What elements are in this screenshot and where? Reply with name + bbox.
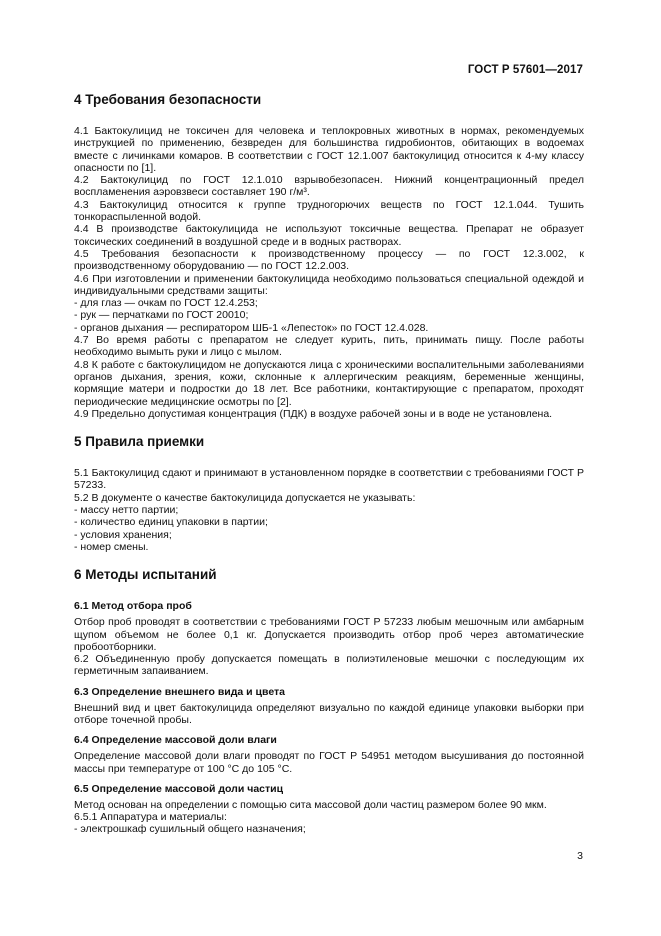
paragraph: 4.2 Бактокулицид по ГОСТ 12.1.010 взрывобезопасен. Нижний концентрационный предел воспламенения аэровзвеси составляет 190 г/м³. <box>74 174 584 199</box>
list-item: - массу нетто партии; <box>74 504 179 517</box>
paragraph: 4.9 Предельно допустимая концентрация (ПДК) в воздухе рабочей зоны и в воде не установлена. <box>74 407 553 420</box>
paragraph: 6.2 Объединенную пробу допускается помещать в полиэтиленовые мешочки с последующим их герметичным запаиванием. <box>74 653 584 678</box>
paragraph: Метод основан на определении с помощью сита массовой доли частиц размером более 90 мкм. <box>74 798 547 811</box>
subsection-6-3-heading: 6.3 Определение внешнего вида и цвета <box>74 685 285 698</box>
paragraph: Определение массовой доли влаги проводят по ГОСТ Р 54951 методом высушивания до постоянной массы при температуре от 100 °С до 105 °С. <box>74 750 584 775</box>
paragraph: 6.5.1 Аппаратура и материалы: <box>74 811 227 824</box>
standard-id: ГОСТ Р 57601—2017 <box>467 64 583 76</box>
section-4-body <box>74 125 584 420</box>
paragraph: 4.7 Во время работы с препаратом не следует курить, пить, принимать пищу. После работы необходимо вымыть руки и лицо с мылом. <box>74 334 584 359</box>
paragraph: 4.6 При изготовлении и применении бактокулицида необходимо пользоваться специальной одеждой и индивидуальными средствами защиты: <box>74 272 584 297</box>
paragraph: Отбор проб проводят в соответствии с требованиями ГОСТ Р 57233 любым мешочным или амбарным щупом объемом не более 0,1 кг. Допускается производить отбор проб через автоматические пробоотборники. <box>74 616 584 653</box>
paragraph: 4.4 В производстве бактокулицида не используют токсичные вещества. Препарат не образует токсических соединений в воздушной среде и в водных растворах. <box>74 223 584 248</box>
list-item: - органов дыхания — респиратором ШБ-1 «Лепесток» по ГОСТ 12.4.028. <box>74 321 429 334</box>
section-5-heading: 5 Правила приемки <box>74 434 205 450</box>
section-4-heading: 4 Требования безопасности <box>74 92 262 107</box>
section-6-body <box>74 600 584 836</box>
paragraph: 5.2 В документе о качестве бактокулицида допускается не указывать: <box>74 491 416 504</box>
list-item: - для глаз — очкам по ГОСТ 12.4.253; <box>74 297 258 310</box>
paragraph: Внешний вид и цвет бактокулицида определяют визуально по каждой единице упаковки выборки при отборе точечной пробы. <box>74 701 584 726</box>
paragraph: 5.1 Бактокулицид сдают и принимают в установленном порядке в соответствии с требованиями ГОСТ Р 57233. <box>74 467 584 492</box>
section-6-heading: 6 Методы испытаний <box>74 567 217 583</box>
document-body <box>74 92 584 836</box>
list-item: - электрошкаф сушильный общего назначения; <box>74 823 306 836</box>
paragraph: 4.1 Бактокулицид не токсичен для человека и теплокровных животных в нормах, рекомендуемых инструкцией по применению, безвреден для большинства гидробионтов, обитающих в водоемах вместе с личинками комаров. В соответствии с ГОСТ 12.1.007 бактокулицид относится к 4-му классу опасности по [1]. <box>74 125 584 174</box>
list-item: - номер смены. <box>74 540 149 553</box>
page-number: 3 <box>577 850 583 862</box>
paragraph: 4.8 К работе с бактокулицидом не допускаются лица с хроническими воспалительными заболеваниями органов дыхания, зрения, кожи, склонные к аллергическим реакциям, беременные женщины, кормящие матери и подростки до 18 лет. Все работники, контактирующие с препаратом, проходят периодические медицинские осмотры по [2]. <box>74 358 584 408</box>
section-5-body <box>74 467 584 553</box>
subsection-6-1-heading: 6.1 Метод отбора проб <box>74 600 192 613</box>
subsection-6-5-heading: 6.5 Определение массовой доли частиц <box>74 782 284 795</box>
subsection-6-4-heading: 6.4 Определение массовой доли влаги <box>74 734 277 747</box>
list-item: - количество единиц упаковки в партии; <box>74 516 268 529</box>
paragraph: 4.3 Бактокулицид относится к группе трудногорючих веществ по ГОСТ 12.1.044. Тушить тонкораспыленной водой. <box>74 198 584 224</box>
paragraph: 4.5 Требования безопасности к производственному процессу — по ГОСТ 12.3.002, к производственному оборудованию — по ГОСТ 12.2.003. <box>74 247 584 273</box>
list-item: - рук — перчатками по ГОСТ 20010; <box>74 309 249 322</box>
list-item: - условия хранения; <box>74 528 172 541</box>
